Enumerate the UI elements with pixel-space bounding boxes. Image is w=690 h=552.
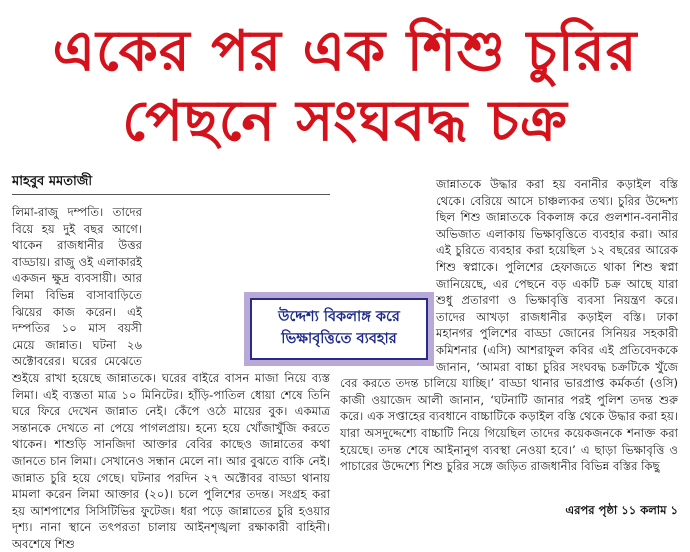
pullquote-line-1: উদ্দেশ্য বিকলাঙ্গ করে <box>278 309 400 325</box>
pullquote-line-2: ভিক্ষাবৃত্তিতে ব্যবহার <box>281 331 397 347</box>
article-column-left <box>12 204 330 552</box>
article-text-left: লিমা-রাজু দম্পতি। তাদের বিয়ে হয় দুই বছর আগে। থাকেন রাজধানীর উত্তর বাড্ডায়। রাজু ওই এলাকারই একজন ক্ষুদ্র ব্যবসায়ী। আর লিমা বিভিন্ন বাসাবাড়িতে ঝিয়ের কাজ করেন। এই দম্পতির ১০ মাস বয়সী মেয়ে জান্নাত। ঘটনা ২৬ অক্টোবরের। ঘরের মেঝেতে শুইয়ে রাখা হয়েছে জান্নাতকে। ঘরের বাইরে বাসন মাজা নিয়ে ব্যস্ত লিমা। এই ব্যস্ততা মাত্র ১০ মিনিটের। হাঁড়ি-পাতিল ধোয়া শেষে তিনি ঘরে ফিরে দেখেন জান্নাত নেই। কেঁপে ওঠে মায়ের বুক। একমাত্র সন্তানকে দেখতে না পেয়ে পাগলপ্রায়। হন্যে হয়ে খোঁজাখুঁজি করতে থাকেন। শাশুড়ি সানজিদা আক্তার বেবির কাছেও জান্নাতের কথা জানতে চান লিমা। সেখানেও সন্ধান মেলে না। আর বুঝতে বাকি নেই। জান্নাত চুরি হয়ে গেছে। ঘটনার পরদিন ২৭ অক্টোবর বাড্ডা থানায় মামলা করেন লিমা আক্তার (২০)। চলে পুলিশের তদন্ত। সংগ্রহ করা হয় আশপাশের সিসিটিভির ফুটেজ। ধরা পড়ে জান্নাতের চুরি হওয়ার দৃশ্য। নানা স্থানে তৎপরতা চালায় আইনশৃঙ্খলা রক্ষাকারী বাহিনী। অবশেষে শিশু <box>12 205 330 551</box>
continuation-note: এরপর পৃষ্ঠা ১১ কলাম ১ <box>565 503 678 517</box>
headline-line-2: পেছনে সংঘবদ্ধ চক্র <box>122 89 568 154</box>
headline-line-1: একের পর এক শিশু চুরির <box>52 19 638 84</box>
pullquote-box <box>250 298 428 360</box>
article-text-right: জান্নাতকে উদ্ধার করা হয় বনানীর কড়াইল বস্তি থেকে। বেরিয়ে আসে চাঞ্চল্যকর তথ্য। চুরির উদ্দেশ্য ছিল শিশু জান্নাতকে বিকলাঙ্গ করে গুলশান-বনানীর অভিজাত এলাকায় ভিক্ষাবৃত্তিতে ব্যবহার করা। আর এই চুরিতে ব্যবহার করা হয়েছিল ১২ বছরের আরেক শিশু স্বপ্নাকে। পুলিশের হেফাজতে থাকা শিশু স্বপ্না জানিয়েছে, এর পেছনে বড় একটি চক্র আছে যারা শুধু প্রতারণা ও ভিক্ষাবৃত্তি ব্যবসা নিয়ন্ত্রণ করে। তাদের আখড়া রাজধানীর কড়াইল বস্তি। ঢাকা মহানগর পুলিশের বাড্ডা জোনের সিনিয়র সহকারী কমিশনার (এসি) আশরাফুল কবির এই প্রতিবেদককে জানান, ‘আমরা বাচ্চা চুরির সংঘবদ্ধ চক্রটিকে খুঁজে বের করতে তদন্ত চালিয়ে যাচ্ছি।’ বাড্ডা থানার ভারপ্রাপ্ত কর্মকর্তা (ওসি) কাজী ওয়াজেদ আলী জানান, ‘ঘটনাটি জানার পরই পুলিশ তদন্ত শুরু করে। এক সপ্তাহের ব্যবধানে বাচ্চাটিকে কড়াইল বস্তি থেকে উদ্ধার করা হয়। যারা অসদুদ্দেশ্যে বাচ্চাটি নিয়ে গিয়েছিল তাদের কয়েকজনকে শনাক্ত করা হয়েছে। তদন্ত শেষে আইনানুগ ব্যবস্থা নেওয়া হবে।’ এ ছাড়া ভিক্ষাবৃত্তি ও পাচারের উদ্দেশ্যে শিশু চুরির সঙ্গে জড়িত রাজধানীর বিভিন্ন বস্তির কিছু <box>340 177 678 474</box>
byline-divider <box>12 194 330 195</box>
byline: মাহবুব মমতাজী <box>12 174 93 189</box>
